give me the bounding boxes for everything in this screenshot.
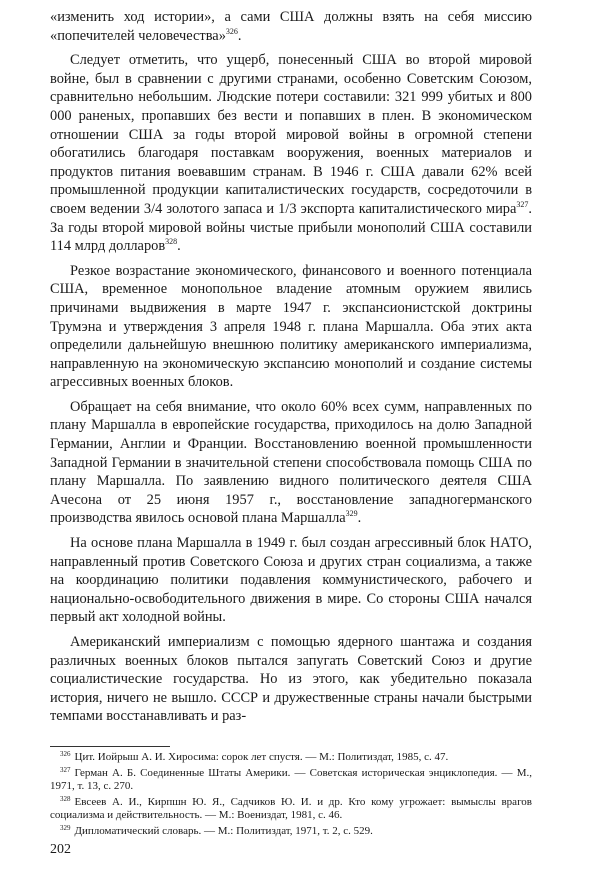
footnote-number: 327 [60, 765, 71, 774]
paragraph-2-end: . [177, 238, 181, 255]
paragraph-6 [50, 633, 532, 726]
footnote-text: Цит. Иойрыш А. И. Хиросима: сорок лет спустя. — М.: Политиздат, 1985, с. 47. [74, 750, 449, 763]
footnote-text: Евсеев А. И., Кирпшн Ю. Я., Садчиков Ю. И. и др. Кто кому угрожает: вымыслы врагов социализма и действительность. — М.: Воениздат, 1981, с. 46. [50, 795, 532, 822]
paragraph-1-text: «изменить ход истории», а сами США должны взять на себя миссию «попечителей человечества» [50, 9, 532, 44]
paragraph-4-text: Обращает на себя внимание, что около 60% всех сумм, направленных по плану Маршалла в европейские государства, приходилось на долю Западной Германии, Англии и Франции. Восстановлению военной промышленности Западной Германии в значительной степени способствовала помощь США по плану Маршалла. По заявлению видного политического деятеля США Ачесона от 25 июня 1957 г., восстановление западногерманского производства явилось основой плана Маршалла [50, 398, 532, 527]
paragraph-4-end: . [357, 510, 362, 527]
paragraph-5 [50, 534, 532, 627]
footnote-divider [50, 746, 170, 747]
footnote-number: 329 [60, 823, 71, 832]
footnote-ref-326: 326 [225, 26, 238, 36]
footnote-number: 328 [60, 794, 71, 803]
footnote-text: Герман А. Б. Соединенные Штаты Америки. — Советская историческая энциклопедия. — М., 1971, т. 13, с. 270. [50, 766, 532, 793]
footnote-327 [50, 767, 532, 794]
footnote-328 [50, 796, 532, 823]
paragraph-3-text: Резкое возрастание экономического, финансового и военного потенциала США, временное монопольное владение атомным оружием явились причинами выдвижения в марте 1947 г. экспансионистской доктрины Трумэна и утверждения 3 апреля 1948 г. плана Маршалла. Оба этих акта определили дальнейшую внешнюю политику американского империализма, направленную на экономическую экспансию монополий и создание системы агрессивных военных блоков. [50, 262, 532, 391]
paragraph-2 [50, 51, 532, 256]
footnote-text: Дипломатический словарь. — М.: Политиздат, 1971, т. 2, с. 529. [74, 824, 373, 837]
paragraph-2-text-cont: . За годы второй мировой войны чистые прибыли монополий США составили 114 млрд долларов [50, 200, 532, 255]
footnote-326 [50, 751, 532, 765]
paragraph-2-text: Следует отметить, что ущерб, понесенный США во второй мировой войне, был в сравнении с другими странами, особенно Советским Союзом, сравнительно небольшим. Людские потери составили: 321 999 убитых и 800 000 раненых, пропавших без вести и попавших в плен. В экономическом отношении США за годы второй мировой войны в огромной степени обогатились благодаря поставкам вооружения, военных материалов и продуктов питания воевавшим странам. В 1946 г. США давали 62% всей промышленной продукции капиталистических государств, сосредоточили в своем ведении 3/4 золотого запаса и 1/3 экспорта капиталистического мира [50, 52, 532, 217]
footnote-329 [50, 825, 532, 839]
paragraph-5-text: На основе плана Маршалла в 1949 г. был создан агрессивный блок НАТО, направленный против Советского Союза и других стран социализма, а также на координацию политики подавления коммунистического, рабочего и национально-освободительного движения в мире. Со стороны США начался первый акт холодной войны. [50, 535, 532, 626]
paragraph-3 [50, 262, 532, 392]
footnote-ref-327: 327 [516, 199, 529, 209]
paragraph-1-end: . [237, 27, 242, 44]
page-number: 202 [50, 842, 71, 857]
footnotes [50, 751, 532, 839]
footnote-ref-329: 329 [345, 509, 358, 519]
paragraph-4 [50, 398, 532, 528]
footnote-number: 326 [60, 749, 71, 758]
paragraph-6-text: Американский империализм с помощью ядерного шантажа и создания различных военных блоков пытался запугать Советский Союз и другие социалистические государства. Но из этого, как убедительно показала история, ничего не вышло. СССР и дружественные страны начали быстрыми темпами восстанавливать и раз- [50, 634, 532, 725]
footnote-ref-328: 328 [165, 237, 178, 247]
paragraph-1 [50, 8, 532, 45]
